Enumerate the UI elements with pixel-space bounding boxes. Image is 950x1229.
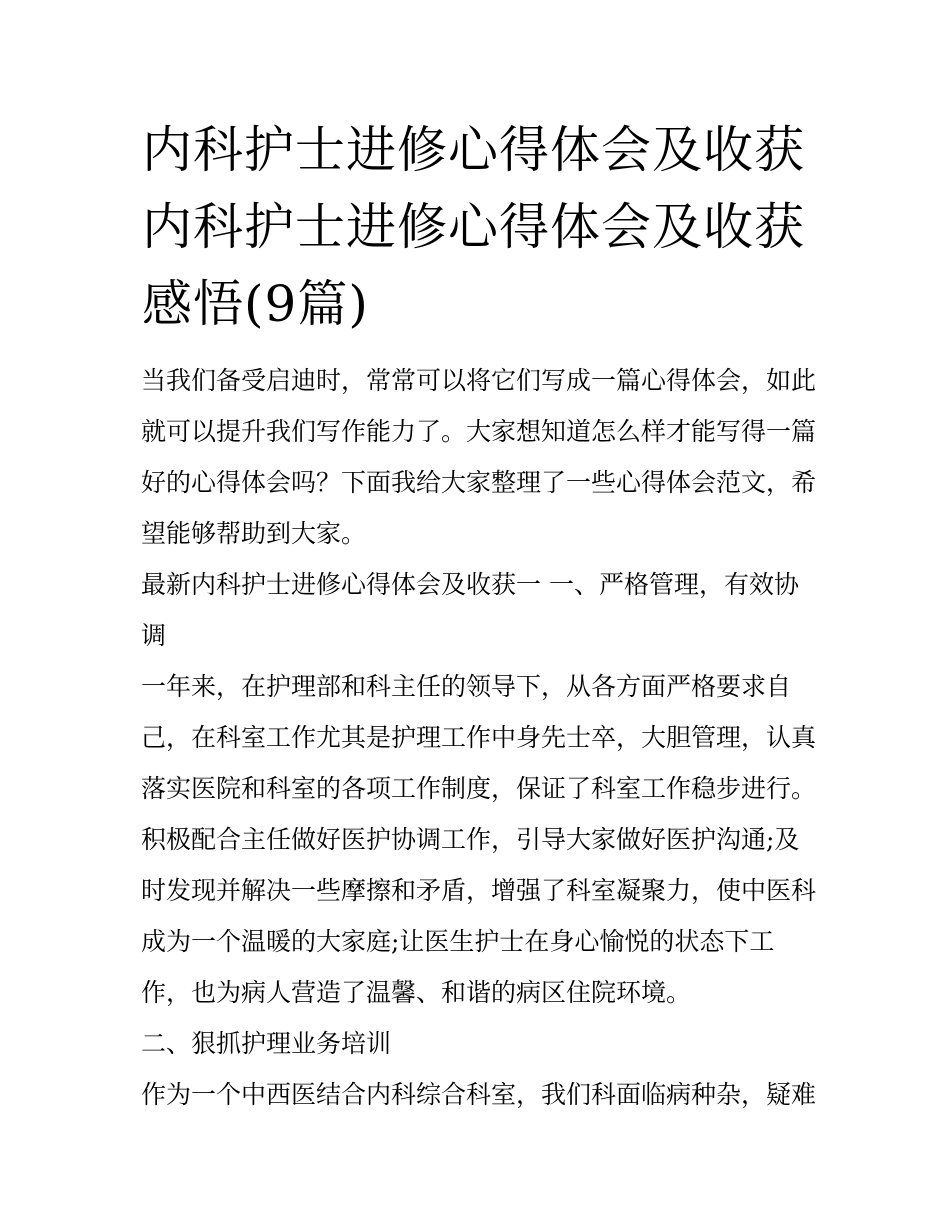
title-line-2: 内科护士进修心得体会及收获 [142,198,805,256]
document-body [141,355,821,1120]
body-line: 好的心得体会吗？下面我给大家整理了一些心得体会范文，希 [141,468,817,497]
body-line: 作为一个中西医结合内科综合科室，我们科面临病种杂，疑难 [141,1080,817,1109]
body-line: 就可以提升我们写作能力了。大家想知道怎么样才能写得一篇 [141,417,817,446]
body-line: 成为一个温暖的大家庭;让医生护士在身心愉悦的状态下工 [141,927,775,956]
body-line: 己，在科室工作尤其是护理工作中身先士卒，大胆管理，认真 [141,723,817,752]
title-line-1: 内科护士进修心得体会及收获 [142,121,805,179]
section-heading-line: 二、狠抓护理业务培训 [141,1029,392,1058]
section-heading-line: 调 [141,621,167,650]
body-line: 落实医院和科室的各项工作制度，保证了科室工作稳步进行。 [141,774,817,803]
body-line: 一年来，在护理部和科主任的领导下，从各方面严格要求自 [141,672,792,701]
body-line: 当我们备受启迪时，常常可以将它们写成一篇心得体会，如此 [141,366,817,395]
body-line: 望能够帮助到大家。 [141,519,367,548]
body-line: 积极配合主任做好医护协调工作，引导大家做好医护沟通;及 [141,825,800,854]
title-line-3: 感悟(9篇) [142,275,369,333]
section-heading-line: 最新内科护士进修心得体会及收获一 一、严格管理，有效协 [141,570,799,599]
body-line: 时发现并解决一些摩擦和矛盾，增强了科室凝聚力，使中医科 [141,876,817,905]
document-title [142,112,822,343]
body-line: 作，也为病人营造了温馨、和谐的病区住院环境。 [141,978,692,1007]
